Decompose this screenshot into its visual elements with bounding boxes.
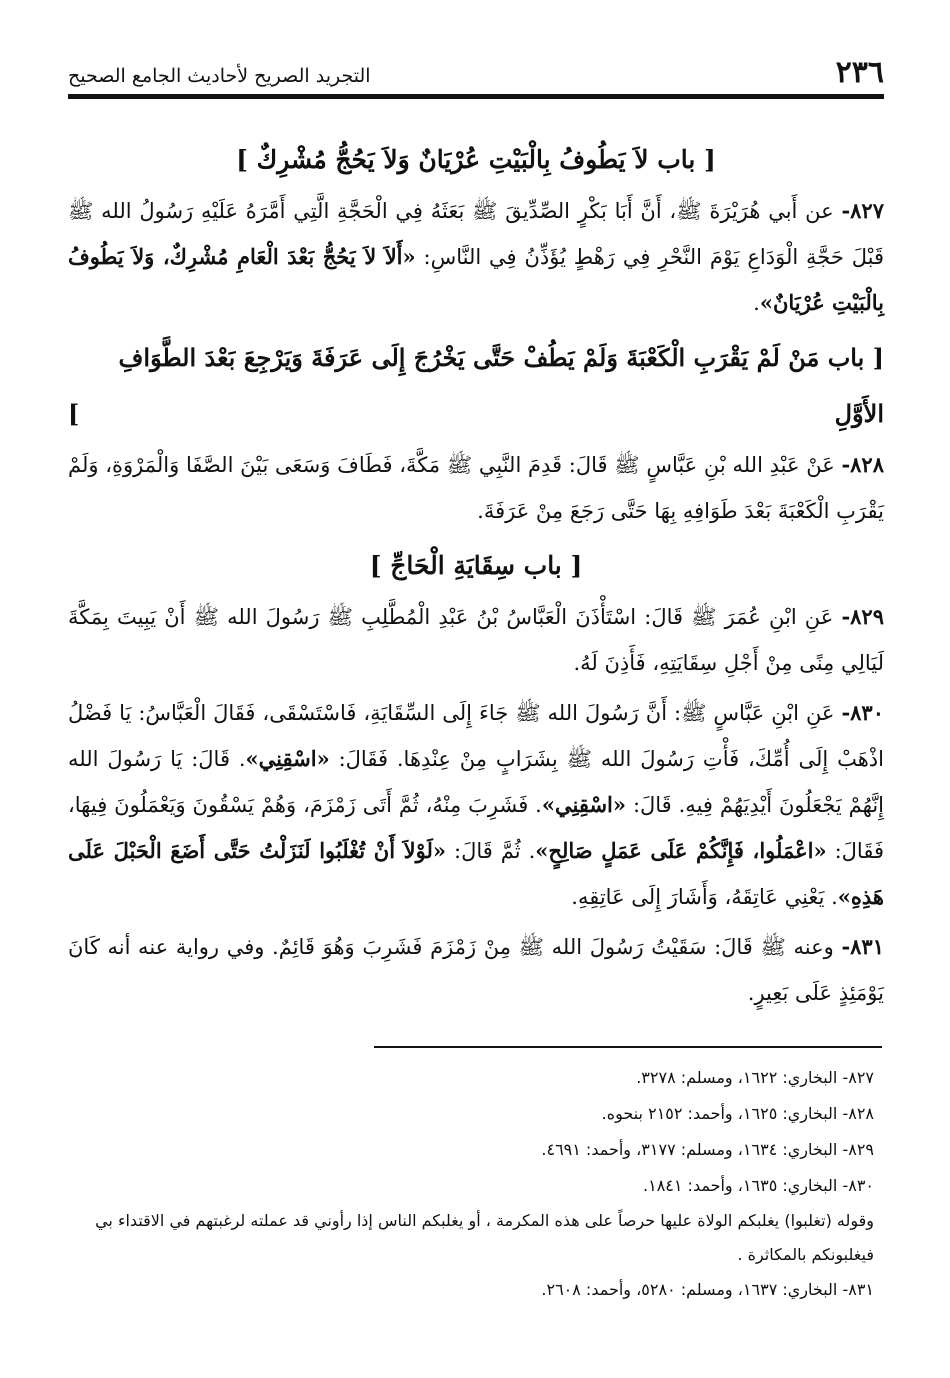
hadith-text: وعنه ﷺ قَالَ: سَقَيْتُ رَسُولَ الله ﷺ مِنْ زَمْزَمَ فَشَرِبَ وَهُوَ قَائِمٌ. وفي رواية عنه أنه كَانَ يَوْمَئِذٍ عَلَى بَعِيرٍ. [68, 935, 884, 1005]
footnote-831: ٨٣١- البخاري: ١٦٣٧، ومسلم: ٥٢٨٠، وأحمد: ٢٦٠٨. [541, 1280, 874, 1299]
footnote-rule [374, 1046, 882, 1048]
hadith-number: ٨٢٨- [841, 452, 884, 477]
footnote-828: ٨٢٨- البخاري: ١٦٢٥، وأحمد: ٢١٥٢ بنحوه. [601, 1104, 874, 1123]
hadith-text: عَنْ عَبْدِ الله بْنِ عَبَّاسٍ ﷺ قَالَ: قَدِمَ النَّبِي ﷺ مَكَّةَ، فَطَافَ وَسَعَى بَيْنَ الصَّفَا وَالْمَرْوَةِ، وَلَمْ يَقْرَبِ الْكَعْبَةَ بَعْدَ طَوَافِهِ بِهَا حَتَّى رَجَعَ مِنْ عَرَفَةَ. [68, 453, 884, 523]
hadith-831 [68, 924, 884, 1016]
prophetic-quote: «اعْمَلُوا، فَإِنَّكُمْ عَلَى عَمَلٍ صَالِحٍ» [535, 838, 827, 863]
prophetic-quote: «اسْقِنِي» [245, 746, 330, 771]
hadith-text: . ثُمَّ قَالَ: [446, 839, 536, 863]
chapter-heading-1: [ باب لاَ يَطُوفُ بِالْبَيْتِ عُرْيَانٌ وَلاَ يَحُجُّ مُشْرِكٌ ] [236, 145, 716, 174]
footnote-827: ٨٢٧- البخاري: ١٦٢٢، ومسلم: ٣٢٧٨. [636, 1068, 874, 1087]
header-rule [68, 94, 884, 99]
prophetic-quote: «أَلاَ لاَ يَحُجُّ بَعْدَ الْعَامِ مُشْرِكٌ، وَلاَ يَطُوفُ بِالْبَيْتِ عُرْيَانٌ» [68, 244, 884, 315]
chapter-heading-3: [ باب سِقَايَةِ الْحَاجِّ ] [369, 551, 583, 580]
page-number: ٢٣٦ [835, 55, 884, 90]
page-header [68, 52, 884, 90]
hadith-text: . [753, 291, 760, 315]
footnote-830: ٨٣٠- البخاري: ١٦٣٥، وأحمد: ١٨٤١. [643, 1176, 874, 1195]
prophetic-quote: «اسْقِنِي» [541, 792, 627, 817]
hadith-text: . يَعْنِي عَاتِقَهُ، وَأَشَارَ إِلَى عَاتِقِهِ. [571, 885, 838, 909]
chapter-heading-2: [ باب مَنْ لَمْ يَقْرَبِ الْكَعْبَةَ وَلَمْ يَطُفْ حَتَّى يَخْرُجَ إِلَى عَرَفَةَ وَيَرْجِعَ بَعْدَ الطَّوَافِ الأَوَّلِ ] [68, 343, 884, 428]
hadith-text: عَنِ ابْنِ عَبَّاسٍ ﷺ: أَنَّ رَسُولَ الله ﷺ جَاءَ إِلَى السِّقَايَةِ، فَاسْتَسْقَى، فَقَالَ الْعَبَّاسُ: يَا فَضْلُ اذْهَبْ إِلَى أُمِّكَ، فَأْتِ رَسُولَ الله ﷺ بِشَرَابٍ مِنْ عِنْدِهَا. فَقَالَ: [68, 701, 884, 771]
hadith-text: . قَالَ: يَا رَسُولَ الله إِنَّهُمْ يَجْعَلُونَ أَيْدِيَهُمْ فِيهِ. قَالَ: [68, 747, 884, 817]
hadith-830 [68, 690, 884, 920]
running-title: التجريد الصريح لأحاديث الجامع الصحيح [68, 65, 371, 87]
prophetic-quote: «لَوْلاَ أَنْ تُغْلَبُوا لَنَزَلْتُ حَتَّى أَضَعَ الْحَبْلَ عَلَى هَذِهِ» [68, 838, 884, 909]
hadith-number: ٨٣١- [841, 934, 884, 959]
footnotes [68, 1060, 874, 1308]
hadith-829 [68, 594, 884, 686]
hadith-text: . فَشَرِبَ مِنْهُ، ثُمَّ أَتَى زَمْزَمَ، وَهُمْ يَسْقُونَ وَيَعْمَلُونَ فِيهَا، فَقَالَ: [68, 793, 884, 863]
main-content [68, 132, 884, 1020]
hadith-text: عَنِ ابْنِ عُمَرَ ﷺ قَالَ: اسْتَأْذَنَ الْعَبَّاسُ بْنُ عَبْدِ الْمُطَّلِبِ ﷺ رَسُولَ الله ﷺ أَنْ يَبِيتَ بِمَكَّةَ لَيَالِي مِنًى مِنْ أَجْلِ سِقَايَتِهِ، فَأَذِنَ لَهُ. [68, 605, 884, 675]
hadith-828 [68, 442, 884, 534]
hadith-number: ٨٣٠- [841, 700, 884, 725]
hadith-number: ٨٢٧- [841, 198, 884, 223]
footnote-830-explanation: وقوله (تغلبوا) يغلبكم الولاة عليها حرصاً على هذه المكرمة ، أو يغلبكم الناس إذا رأوني قد عملته لرغبتهم في الاقتداء بي فيغلبونكم بالمكاثرة . [95, 1211, 874, 1264]
hadith-text: عن أَبي هُرَيْرَةَ ﷺ، أَنَّ أَبَا بَكْرٍ الصِّدِّيقَ ﷺ بَعَثَهُ فِي الْحَجَّةِ الَّتِي أَمَّرَهُ عَلَيْهِ رَسُولُ الله ﷺ قَبْلَ حَجَّةِ الْوَدَاعِ يَوْمَ النَّحْرِ فِي رَهْطٍ يُؤَذِّنُ فِي النَّاسِ: [68, 199, 884, 269]
hadith-number: ٨٢٩- [841, 604, 884, 629]
footnote-829: ٨٢٩- البخاري: ١٦٣٤، ومسلم: ٣١٧٧، وأحمد: ٤٦٩١. [541, 1140, 874, 1159]
hadith-827 [68, 188, 884, 326]
